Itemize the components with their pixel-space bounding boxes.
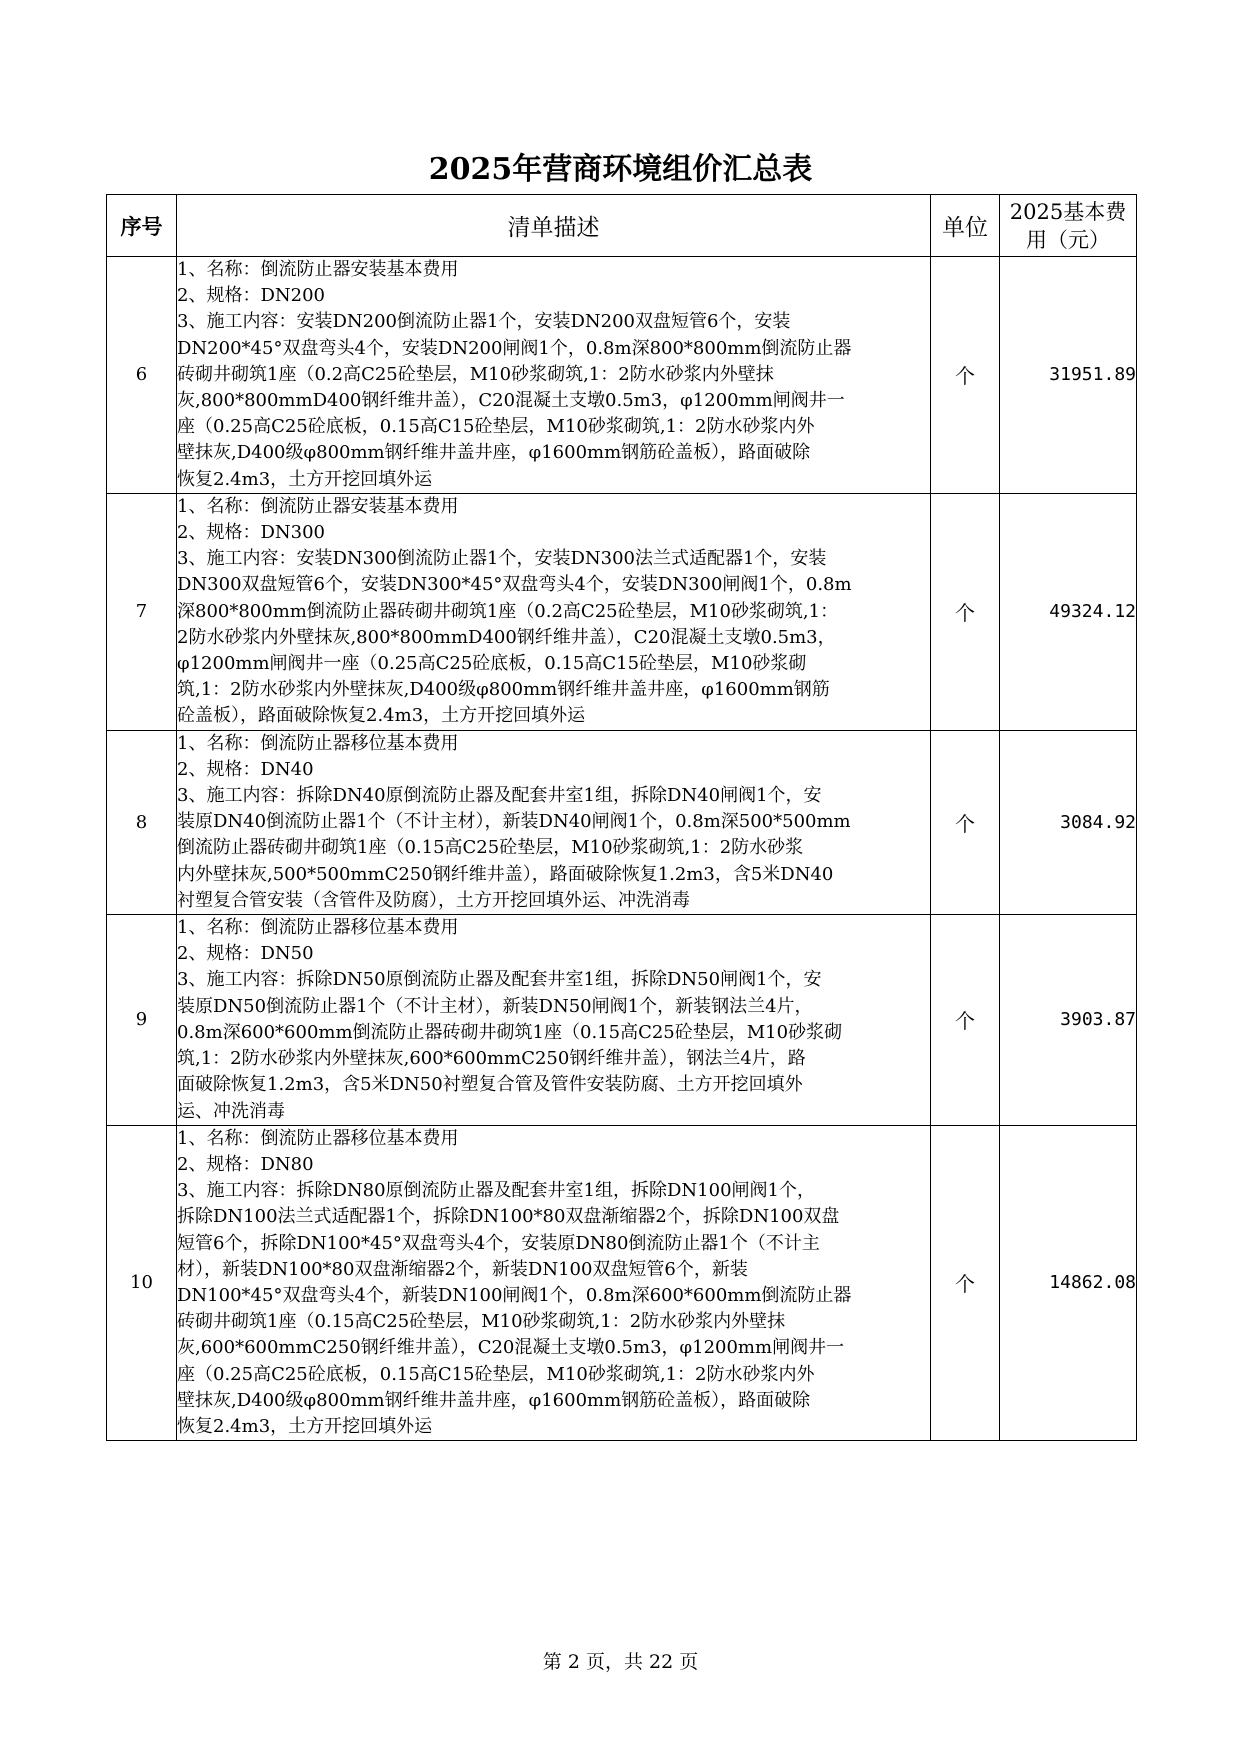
row-unit: 个 xyxy=(931,915,1000,1126)
description-line: 恢复2.4m3，土方开挖回填外运 xyxy=(177,1415,433,1437)
row-unit: 个 xyxy=(931,1125,1000,1440)
row-fee: 14862.08 xyxy=(1000,1125,1137,1440)
table-row xyxy=(107,257,1137,494)
header-fee-line1: 2025基本费 xyxy=(1009,199,1127,224)
table-row xyxy=(107,493,1137,730)
description-line: 1、名称：倒流防止器移位基本费用 xyxy=(177,1127,459,1149)
row-unit: 个 xyxy=(931,730,1000,914)
description-line: 3、施工内容：拆除DN40原倒流防止器及配套井室1组，拆除DN40闸阀1个，安 xyxy=(177,785,822,807)
description-line: φ1200mm闸阀井一座（0.25高C25砼底板，0.15高C15砼垫层，M10砂浆砌 xyxy=(177,653,807,675)
row-description xyxy=(177,257,931,494)
description-line: 砖砌井砌筑1座（0.2高C25砼垫层，M10砂浆砌筑,1：2防水砂浆内外壁抹 xyxy=(177,363,774,385)
description-line: 2、规格：DN40 xyxy=(177,758,314,780)
page-title: 2025年营商环境组价汇总表 xyxy=(428,152,813,187)
header-unit: 单位 xyxy=(931,195,1000,257)
row-seq: 6 xyxy=(107,257,177,494)
description-line: 运、冲洗消毒 xyxy=(177,1100,285,1122)
row-unit: 个 xyxy=(931,257,1000,494)
description-line: 恢复2.4m3，土方开挖回填外运 xyxy=(177,468,433,490)
page-footer: 第 2 页，共 22 页 xyxy=(542,1651,699,1673)
description-line: 1、名称：倒流防止器安装基本费用 xyxy=(177,259,459,280)
description-line: 2、规格：DN50 xyxy=(177,943,314,965)
row-description xyxy=(177,730,931,914)
description-line: 1、名称：倒流防止器安装基本费用 xyxy=(177,495,459,517)
description-line: 2、规格：DN80 xyxy=(177,1153,314,1175)
table-row xyxy=(107,1125,1137,1440)
description-line: 材），新装DN100*80双盘渐缩器2个，新装DN100双盘短管6个，新装 xyxy=(177,1258,748,1280)
row-seq: 8 xyxy=(107,730,177,914)
description-line: DN200*45°双盘弯头4个，安装DN200闸阀1个，0.8m深800*800mm倒流防止器 xyxy=(177,337,852,359)
description-line: 倒流防止器砖砌井砌筑1座（0.15高C25砼垫层，M10砂浆砌筑,1：2防水砂浆 xyxy=(177,837,804,859)
description-line: 壁抹灰,D400级φ800mm钢纤维井盖井座，φ1600mm钢筋砼盖板），路面破除 xyxy=(177,442,811,464)
description-line: 2、规格：DN300 xyxy=(177,522,325,544)
row-unit: 个 xyxy=(931,493,1000,730)
row-fee: 31951.89 xyxy=(1000,257,1137,494)
description-line: 深800*800mm倒流防止器砖砌井砌筑1座（0.2高C25砼垫层，M10砂浆砌筑,1： xyxy=(177,600,839,622)
description-line: 1、名称：倒流防止器移位基本费用 xyxy=(177,732,459,754)
description-line: 3、施工内容：拆除DN80原倒流防止器及配套井室1组，拆除DN100闸阀1个， xyxy=(177,1180,815,1202)
header-fee xyxy=(1000,195,1137,257)
table-header-row xyxy=(107,195,1137,257)
table-row xyxy=(107,915,1137,1126)
row-seq: 7 xyxy=(107,493,177,730)
description-line: 座（0.25高C25砼底板，0.15高C15砼垫层，M10砂浆砌筑,1：2防水砂浆内外 xyxy=(177,1363,815,1385)
description-line: 短管6个，拆除DN100*45°双盘弯头4个，安装原DN80倒流防止器1个（不计主 xyxy=(177,1232,820,1254)
row-seq: 9 xyxy=(107,915,177,1126)
description-line: 装原DN40倒流防止器1个（不计主材），新装DN40闸阀1个，0.8m深500*500mm xyxy=(177,811,851,833)
description-line: 灰,600*600mmC250钢纤维井盖），C20混凝土支墩0.5m3，φ1200mm闸阀井一 xyxy=(177,1337,845,1359)
row-seq: 10 xyxy=(107,1125,177,1440)
description-line: 0.8m深600*600mm倒流防止器砖砌井砌筑1座（0.15高C25砼垫层，M10砂浆砌 xyxy=(177,1021,843,1043)
table-row xyxy=(107,730,1137,914)
description-line: 2、规格：DN200 xyxy=(177,285,325,307)
header-fee-line2: 用（元） xyxy=(1026,227,1110,252)
description-line: 衬塑复合管安装（含管件及防腐），土方开挖回填外运、冲洗消毒 xyxy=(177,889,690,911)
row-fee: 3903.87 xyxy=(1000,915,1137,1126)
header-desc: 清单描述 xyxy=(177,195,931,257)
description-line: 筑,1：2防水砂浆内外壁抹灰,D400级φ800mm钢纤维井盖井座，φ1600mm钢筋 xyxy=(177,679,830,701)
description-line: 座（0.25高C25砼底板，0.15高C15砼垫层，M10砂浆砌筑,1：2防水砂浆内外 xyxy=(177,416,815,438)
description-line: 装原DN50倒流防止器1个（不计主材），新装DN50闸阀1个，新装钢法兰4片， xyxy=(177,995,813,1017)
row-description xyxy=(177,1125,931,1440)
description-line: 2防水砂浆内外壁抹灰,800*800mmD400钢纤维井盖），C20混凝土支墩0.5m3， xyxy=(177,626,836,648)
row-description xyxy=(177,915,931,1126)
header-seq: 序号 xyxy=(107,195,177,257)
description-line: 3、施工内容：安装DN200倒流防止器1个，安装DN200双盘短管6个，安装 xyxy=(177,311,791,333)
description-line: 1、名称：倒流防止器移位基本费用 xyxy=(177,917,459,939)
description-line: 砖砌井砌筑1座（0.15高C25砼垫层，M10砂浆砌筑,1：2防水砂浆内外壁抹 xyxy=(177,1311,786,1333)
description-line: 筑,1：2防水砂浆内外壁抹灰,600*600mmC250钢纤维井盖），钢法兰4片，路 xyxy=(177,1048,806,1070)
price-summary-table xyxy=(106,194,1137,1441)
description-line: 砼盖板），路面破除恢复2.4m3，土方开挖回填外运 xyxy=(177,705,586,727)
description-line: DN100*45°双盘弯头4个，新装DN100闸阀1个，0.8m深600*600mm倒流防止器 xyxy=(177,1284,852,1306)
description-line: 3、施工内容：拆除DN50原倒流防止器及配套井室1组，拆除DN50闸阀1个，安 xyxy=(177,969,822,991)
description-line: 壁抹灰,D400级φ800mm钢纤维井盖井座，φ1600mm钢筋砼盖板），路面破除 xyxy=(177,1389,811,1411)
description-line: 3、施工内容：安装DN300倒流防止器1个，安装DN300法兰式适配器1个，安装 xyxy=(177,548,827,570)
description-line: 内外壁抹灰,500*500mmC250钢纤维井盖），路面破除恢复1.2m3，含5米DN40 xyxy=(177,863,834,885)
row-fee: 3084.92 xyxy=(1000,730,1137,914)
row-description xyxy=(177,493,931,730)
row-fee: 49324.12 xyxy=(1000,493,1137,730)
table-body xyxy=(107,257,1137,1441)
description-line: 面破除恢复1.2m3，含5米DN50衬塑复合管及管件安装防腐、土方开挖回填外 xyxy=(177,1074,803,1096)
description-line: 拆除DN100法兰式适配器1个，拆除DN100*80双盘渐缩器2个，拆除DN100双盘 xyxy=(177,1206,840,1228)
description-line: 灰,800*800mmD400钢纤维井盖），C20混凝土支墩0.5m3，φ1200mm闸阀井一 xyxy=(177,390,845,412)
description-line: DN300双盘短管6个，安装DN300*45°双盘弯头4个，安装DN300闸阀1个，0.8m xyxy=(177,574,852,596)
